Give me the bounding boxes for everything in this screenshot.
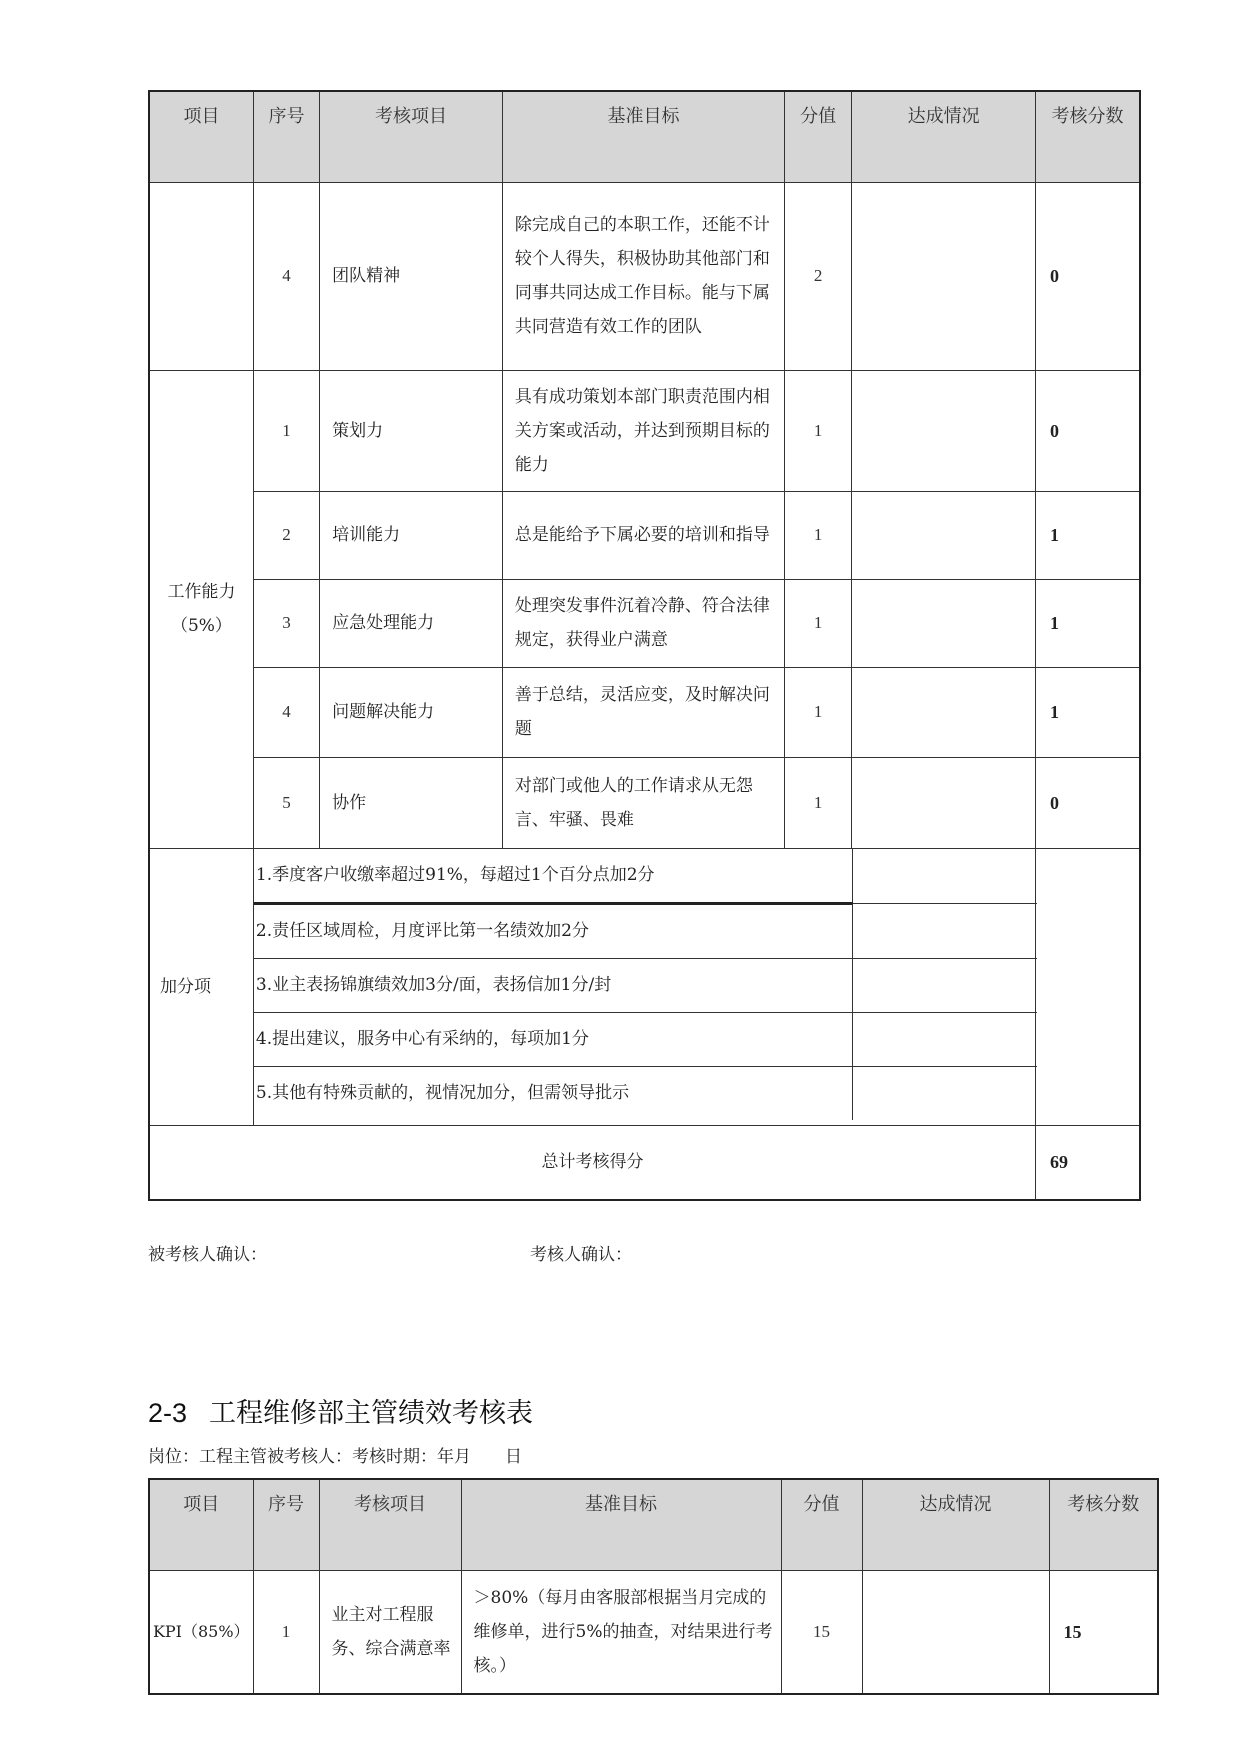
row-score: 0	[1036, 757, 1140, 848]
bonus-item-row	[254, 903, 1037, 958]
row-item: 业主对工程服务、综合满意率	[319, 1570, 461, 1694]
bonus-item-value	[853, 958, 1037, 1012]
row-target: ＞80%（每月由客服部根据当月完成的维修单，进行5%的抽查，对结果进行考核。）	[461, 1570, 781, 1694]
header-target: 基准目标	[502, 91, 784, 182]
table-row	[149, 182, 1140, 370]
row-score: 1	[1036, 667, 1140, 757]
header-number: 序号	[253, 1479, 319, 1570]
bonus-item-text: 2.责任区域周检，月度评比第一名绩效加2分	[254, 903, 853, 958]
row-target: 对部门或他人的工作请求从无怨言、牢骚、畏难	[502, 757, 784, 848]
row-number: 1	[253, 370, 319, 491]
header-target: 基准目标	[461, 1479, 781, 1570]
row-number: 5	[253, 757, 319, 848]
header-project: 项目	[149, 91, 253, 182]
row-points: 1	[785, 579, 852, 667]
bonus-item-row	[254, 958, 1037, 1012]
row-target: 总是能给予下属必要的培训和指导	[502, 491, 784, 579]
bonus-item-row	[254, 1066, 1037, 1120]
row-number: 4	[253, 182, 319, 370]
bonus-item-text: 4.提出建议，服务中心有采纳的，每项加1分	[254, 1012, 853, 1066]
bonus-item-value	[853, 849, 1037, 904]
header-score: 考核分数	[1049, 1479, 1158, 1570]
bonus-item-text: 1.季度客户收缴率超过91%，每超过1个百分点加2分	[254, 849, 853, 904]
header-achievement: 达成情况	[852, 91, 1036, 182]
assessment-table-1	[148, 90, 1141, 1201]
table-row	[149, 667, 1140, 757]
header-project: 项目	[149, 1479, 253, 1570]
header-number: 序号	[253, 91, 319, 182]
row-target: 具有成功策划本部门职责范围内相关方案或活动，并达到预期目标的能力	[502, 370, 784, 491]
row-points: 1	[785, 491, 852, 579]
row-target: 除完成自己的本职工作，还能不计较个人得失，积极协助其他部门和同事共同达成工作目标。能与下属共同营造有效工作的团队	[502, 182, 784, 370]
row-item: 培训能力	[320, 491, 503, 579]
bonus-item-row	[254, 849, 1037, 904]
row-item: 团队精神	[320, 182, 503, 370]
row-achievement	[852, 182, 1036, 370]
header-item: 考核项目	[319, 1479, 461, 1570]
bonus-score-cell	[1036, 848, 1140, 1125]
section-number: 2-3	[148, 1398, 188, 1428]
bonus-section	[149, 848, 1140, 1125]
bonus-item-row	[254, 1012, 1037, 1066]
row-score: 1	[1036, 579, 1140, 667]
bonus-label: 加分项	[149, 848, 253, 1125]
header-score: 考核分数	[1036, 91, 1140, 182]
section-title-text: 工程维修部主管绩效考核表	[209, 1398, 534, 1429]
assessment-table-2	[148, 1478, 1159, 1695]
row-achievement	[852, 370, 1036, 491]
row-target: 善于总结，灵活应变，及时解决问题	[502, 667, 784, 757]
header-achievement: 达成情况	[862, 1479, 1049, 1570]
row-points: 1	[785, 757, 852, 848]
section-title	[148, 1391, 533, 1430]
group-cell-empty	[149, 182, 253, 370]
bonus-items-table	[254, 849, 1037, 1120]
row-item: 协作	[320, 757, 503, 848]
row-score: 15	[1049, 1570, 1158, 1694]
total-row	[149, 1125, 1140, 1200]
assessee-confirm-label: 被考核人确认：	[148, 1245, 267, 1265]
row-achievement	[852, 757, 1036, 848]
row-achievement	[862, 1570, 1049, 1694]
header-points: 分值	[781, 1479, 862, 1570]
row-achievement	[852, 579, 1036, 667]
bonus-item-value	[853, 1066, 1037, 1120]
bonus-items-block	[253, 848, 1035, 1125]
assessor-confirm-label: 考核人确认：	[530, 1245, 632, 1265]
row-item: 策划力	[320, 370, 503, 491]
row-number: 1	[253, 1570, 319, 1694]
row-score: 0	[1036, 370, 1140, 491]
confirmation-line	[148, 1240, 632, 1265]
row-item: 应急处理能力	[320, 579, 503, 667]
row-number: 2	[253, 491, 319, 579]
row-achievement	[852, 667, 1036, 757]
row-achievement	[852, 491, 1036, 579]
row-points: 1	[785, 667, 852, 757]
table-row	[149, 579, 1140, 667]
table-row	[149, 757, 1140, 848]
bonus-item-value	[853, 903, 1037, 958]
table-row	[149, 491, 1140, 579]
row-points: 2	[785, 182, 852, 370]
row-number: 4	[253, 667, 319, 757]
table-header-row	[149, 1479, 1158, 1570]
bonus-item-value	[853, 1012, 1037, 1066]
row-points: 1	[785, 370, 852, 491]
group-work-ability: 工作能力 （5%）	[149, 370, 253, 848]
row-number: 3	[253, 579, 319, 667]
group-kpi: KPI（85%）	[149, 1570, 253, 1694]
bonus-item-text: 5.其他有特殊贡献的，视情况加分，但需领导批示	[254, 1066, 853, 1120]
row-points: 15	[781, 1570, 862, 1694]
header-item: 考核项目	[320, 91, 503, 182]
row-score: 1	[1036, 491, 1140, 579]
bonus-item-text: 3.业主表扬锦旗绩效加3分/面，表扬信加1分/封	[254, 958, 853, 1012]
row-score: 0	[1036, 182, 1140, 370]
header-points: 分值	[785, 91, 852, 182]
total-score: 69	[1036, 1125, 1140, 1200]
table-row	[149, 370, 1140, 491]
row-target: 处理突发事件沉着冷静、符合法律规定，获得业户满意	[502, 579, 784, 667]
total-label: 总计考核得分	[149, 1125, 1036, 1200]
table-header-row	[149, 91, 1140, 182]
table-row	[149, 1570, 1158, 1694]
position-info-line: 岗位：工程主管被考核人：考核时期：年月 日	[148, 1447, 522, 1467]
row-item: 问题解决能力	[320, 667, 503, 757]
